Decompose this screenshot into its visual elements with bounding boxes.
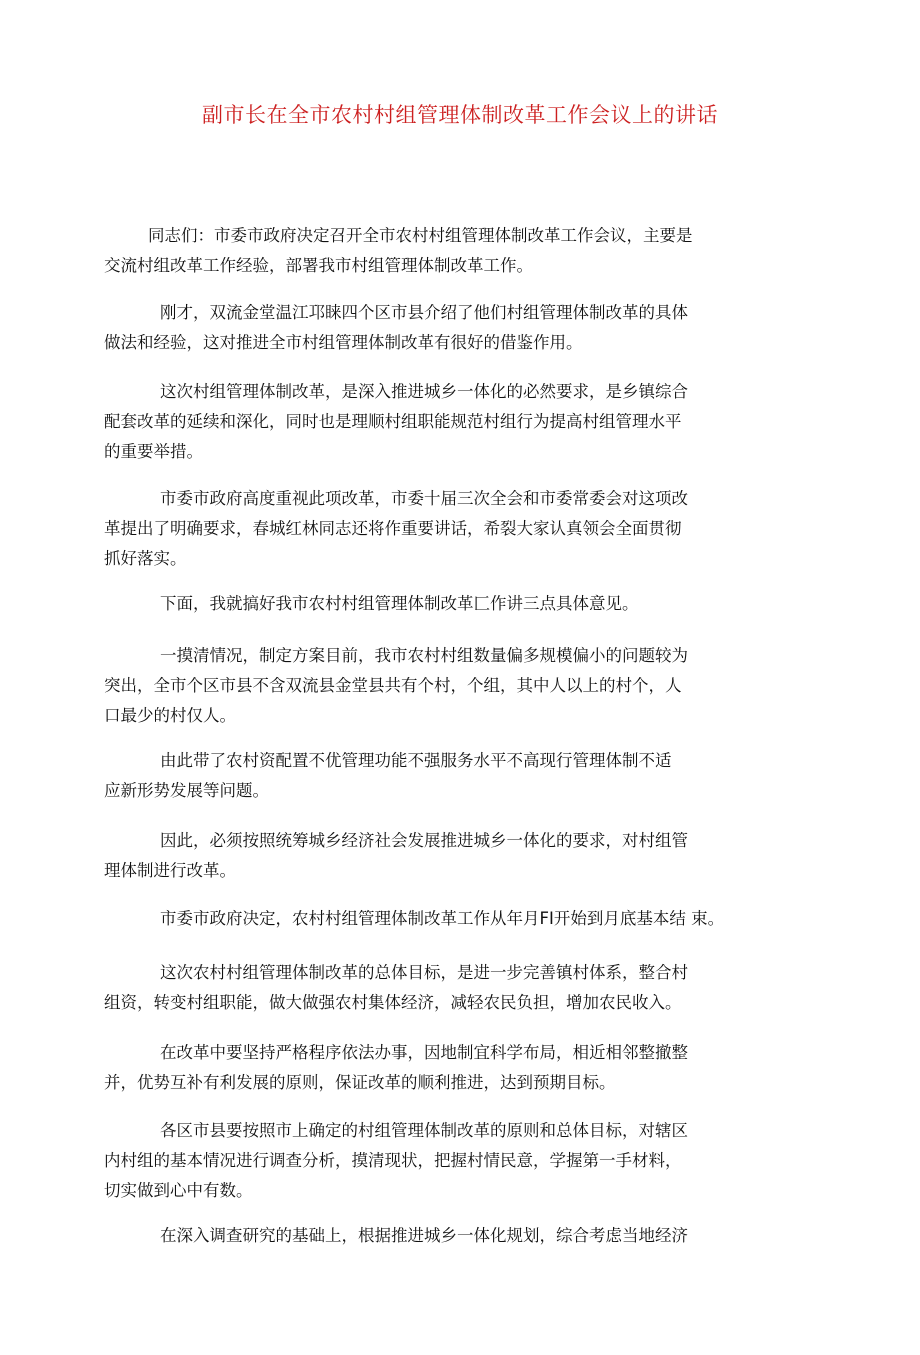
paragraph-line: 这次农村村组管理体制改革的总体目标，是进一步完善镇村体系，整合村	[160, 963, 688, 982]
paragraph-line: 组资，转变村组职能，做大做强农村集体经济，减轻农民负担，增加农民收入。	[104, 993, 682, 1012]
paragraph-1	[104, 221, 769, 281]
paragraph-line: 交流村组改革工作经验，部署我市村组管理体制改革工作。	[104, 256, 533, 275]
paragraph-line: 口最少的村仅人。	[104, 706, 236, 725]
paragraph-line: 应新形势发展等问题。	[104, 781, 269, 800]
paragraph-line: 革提出了明确要求，春城红林同志还将作重要讲话，希裂大家认真领会全面贯彻	[104, 519, 682, 538]
paragraph-line: 市委市政府高度重视此项改革，市委十届三次全会和市委常委会对这项改	[160, 489, 688, 508]
paragraph-13	[104, 1221, 769, 1251]
paragraph-12	[104, 1116, 769, 1206]
paragraph-line: 抓好落实。	[104, 549, 187, 568]
paragraph-line: 刚才，双流金堂温江邛睐四个区市县介绍了他们村组管理体制改革的具体	[160, 303, 688, 322]
paragraph-line: 内村组的基本情况进行调查分析，摸清现状，把握村情民意，学握第一手材料，	[104, 1151, 682, 1170]
paragraph-line: 的重要举措。	[104, 442, 203, 461]
paragraph-line: 这次村组管理体制改革，是深入推进城乡一体化的必然要求，是乡镇综合	[160, 382, 688, 401]
paragraph-line: 市委市政府决定，农村村组管理体制改革工作从年月FI开始到月底基本结 束。	[160, 909, 725, 928]
paragraph-line: 因此，必须按照统筹城乡经济社会发展推进城乡一体化的要求，对村组管	[160, 831, 688, 850]
paragraph-line: 由此带了农村资配置不优管理功能不强服务水平不高现行管理体制不适	[160, 751, 672, 770]
paragraph-2	[104, 298, 769, 358]
paragraph-line: 理体制进行改革。	[104, 861, 236, 880]
paragraph-line: 在深入调查研究的基础上，根据推进城乡一体化规划，综合考虑当地经济	[160, 1226, 688, 1245]
paragraph-line: 并，优势互补有利发展的原则，保证改革的顺利推进，达到预期目标。	[104, 1073, 616, 1092]
paragraph-line: 下面，我就搞好我市农村村组管理体制改革匚作讲三点具体意见。	[160, 594, 639, 613]
paragraph-5	[104, 589, 769, 619]
paragraph-line: 各区市县要按照市上确定的村组管理体制改革的原则和总体目标，对辖区	[160, 1121, 688, 1140]
paragraph-11	[104, 1038, 769, 1098]
paragraph-4	[104, 484, 769, 574]
paragraph-line: 一摸清情况，制定方案目前，我市农村村组数量偏多规模偏小的问题较为	[160, 646, 688, 665]
document-title: 副市长在全市农村村组管理体制改革工作会议上的讲话	[202, 103, 718, 127]
paragraph-line: 配套改革的延续和深化，同时也是理顺村组职能规范村组行为提高村组管理水平	[104, 412, 682, 431]
paragraph-line: 切实做到心中有数。	[104, 1181, 253, 1200]
paragraph-3	[104, 377, 769, 467]
paragraph-6	[104, 641, 769, 731]
paragraph-10	[104, 958, 769, 1018]
paragraph-line: 同志们：市委市政府决定召开全市农村村组管理体制改革工作会议，主要是	[148, 226, 693, 245]
paragraph-line: 突出，全市个区市县不含双流县金堂县共有个村，个组，其中人以上的村个，人	[104, 676, 682, 695]
paragraph-9	[104, 904, 769, 934]
paragraph-line: 做法和经验，这对推进全市村组管理体制改革有很好的借鉴作用。	[104, 333, 583, 352]
paragraph-line: 在改革中要坚持严格程序依法办事，因地制宜科学布局，相近相邻整撤整	[160, 1043, 688, 1062]
paragraph-8	[104, 826, 769, 886]
paragraph-7	[104, 746, 769, 806]
